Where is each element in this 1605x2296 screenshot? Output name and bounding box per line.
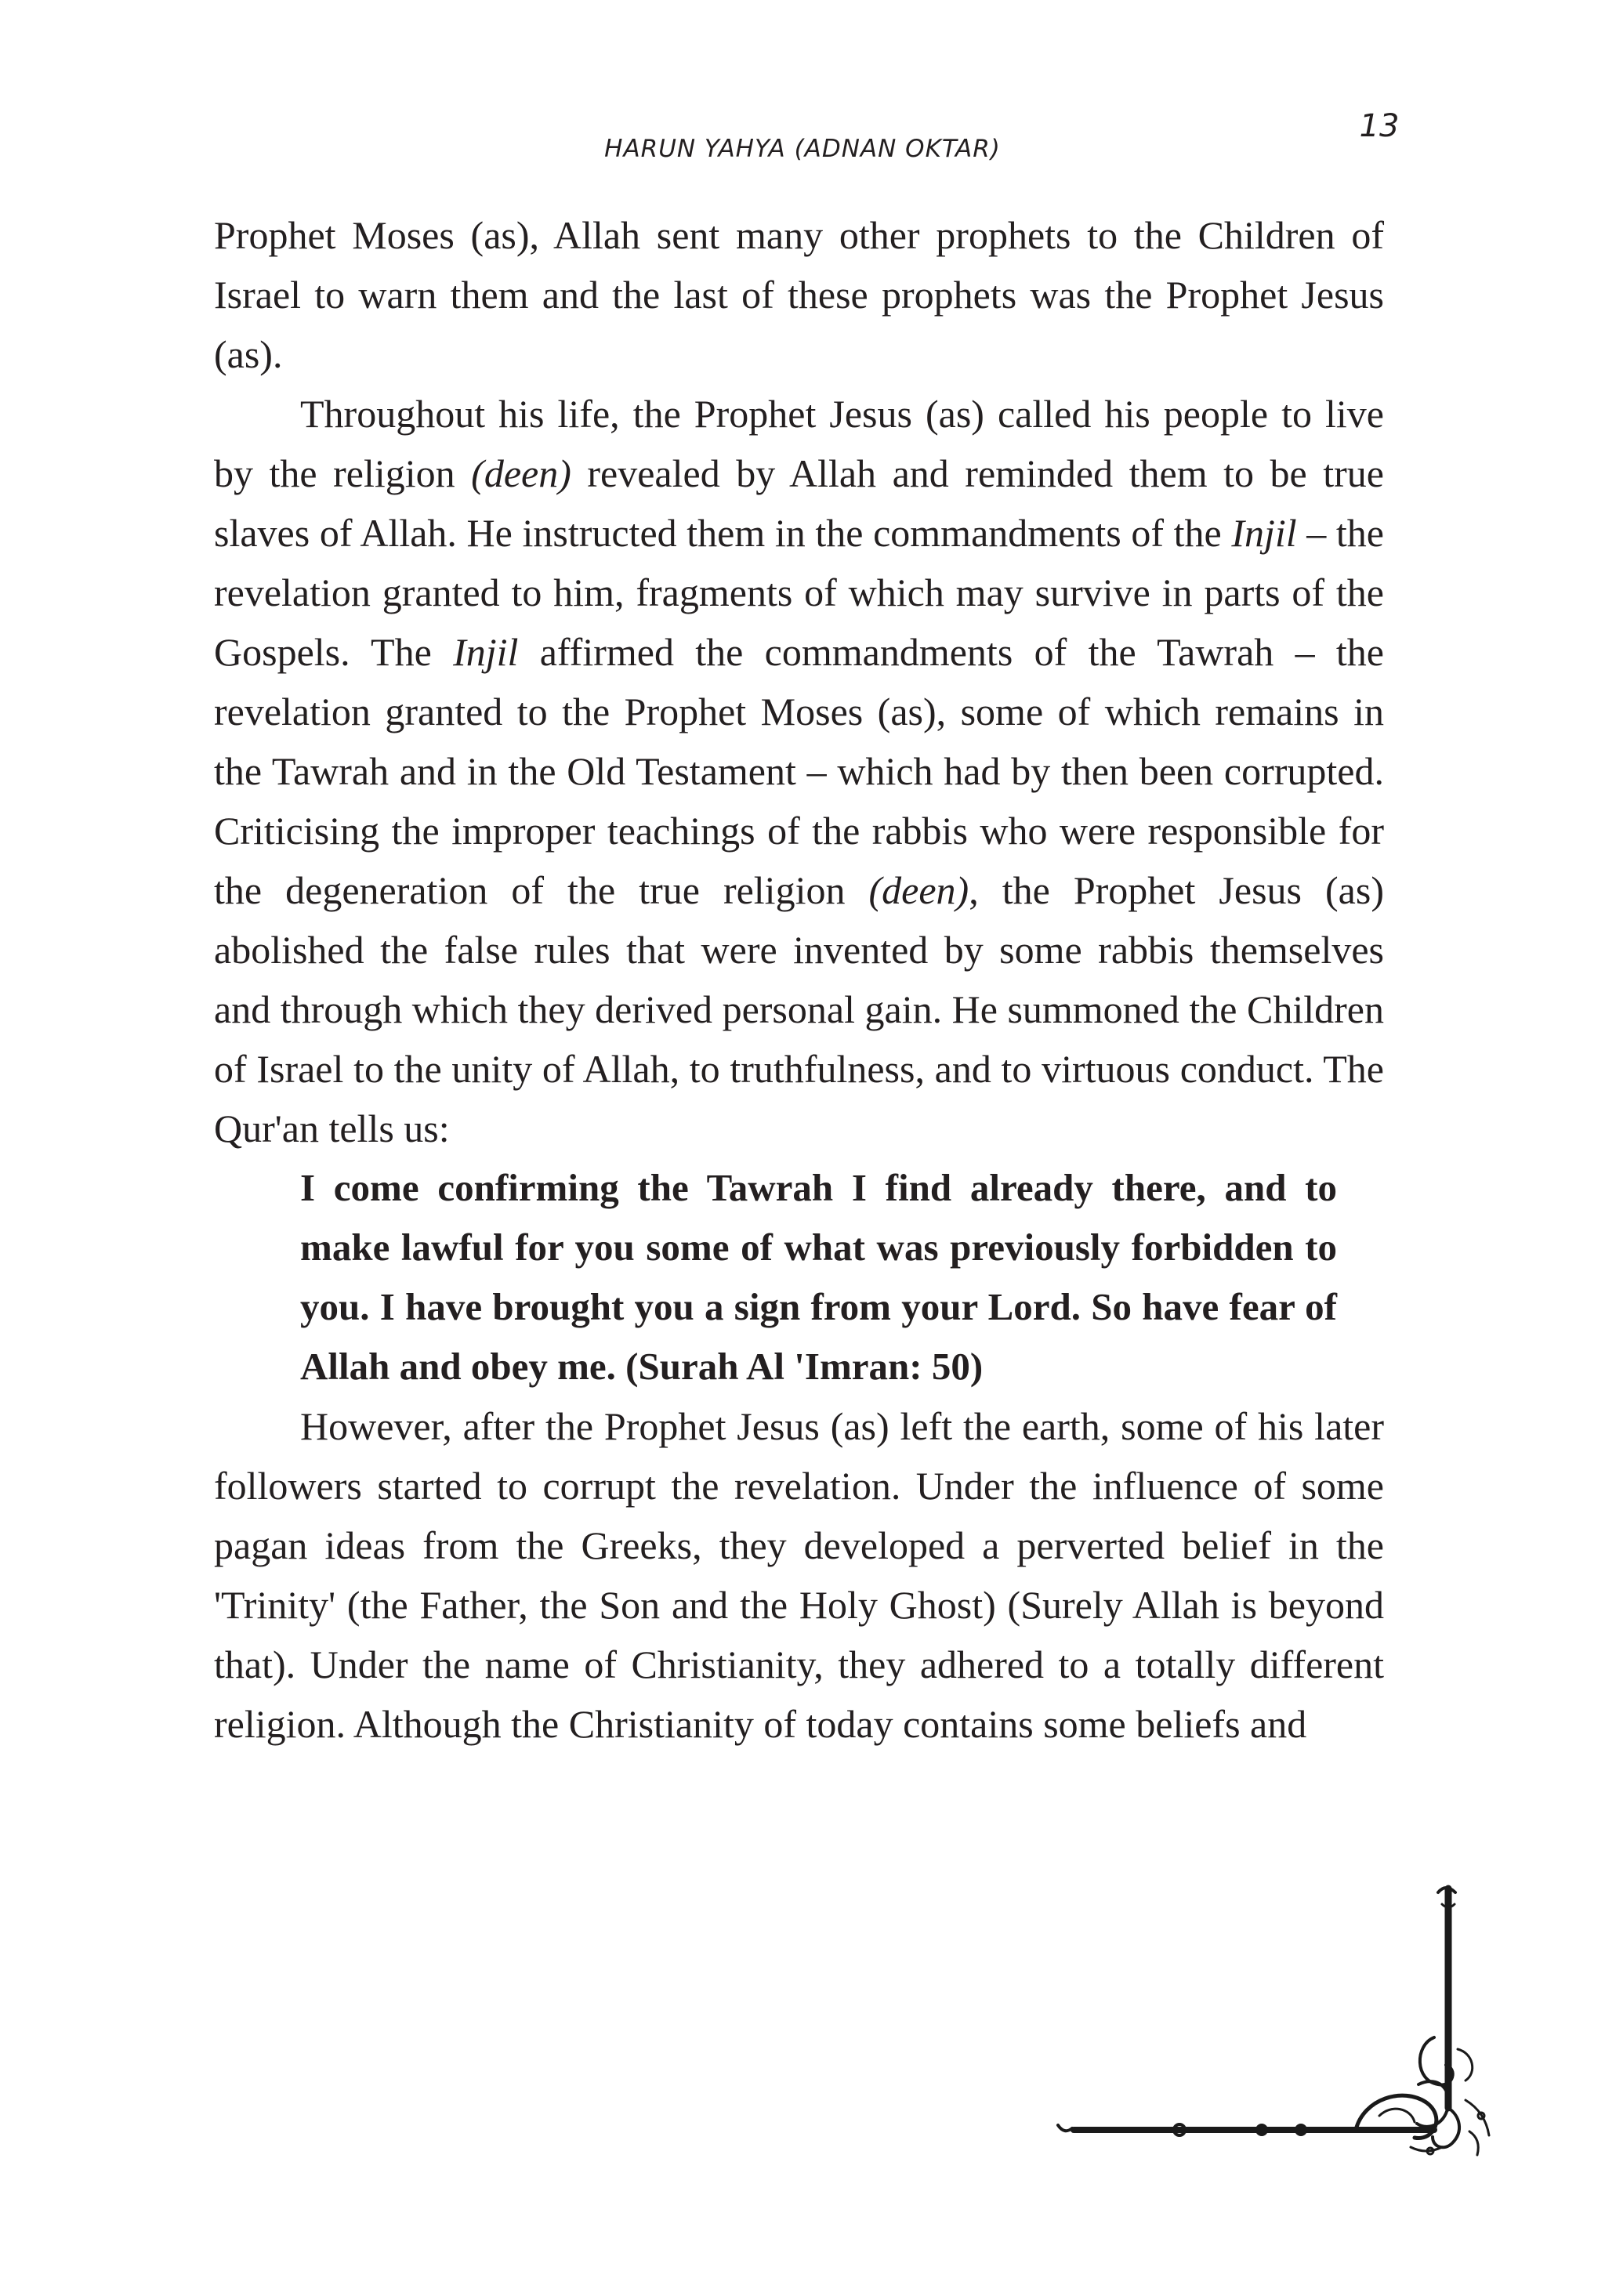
- paragraph-2-injil-term: Injil: [1231, 511, 1297, 555]
- paragraph-2-injil-term-2: Injil: [453, 630, 519, 674]
- running-head: HARUN YAHYA (ADNAN OKTAR): [604, 135, 1001, 163]
- paragraph-2-deen-term: (deen): [471, 451, 571, 495]
- body-text: [214, 205, 1384, 1754]
- paragraph-2: [214, 384, 1384, 1158]
- paragraph-3: However, after the Prophet Jesus (as) left the earth, some of his later followers started to corrupt the revelation. Under the influence of some pagan ideas from the Greeks, they developed a perverted belief in the 'Trinity' (the Father, the Son and the Holy Ghost) (Surely Allah is beyond that). Under the name of Christianity, they adhered to a totally different religion. Although the Christianity of today contains some beliefs and: [214, 1404, 1384, 1746]
- paragraph-1: Prophet Moses (as), Allah sent many other prophets to the Children of Israel to warn them and the last of these prophets was the Prophet Jesus (as).: [214, 213, 1384, 376]
- paragraph-2-text-d: affirmed the commandments of the Tawrah – the revelation granted to the Prophet Moses (as), some of which remains in the Tawrah and in the Old Testament – which had by then been corrupted. Criticising the improper teachings of the rabbis who were responsible for the degeneration of the true religion: [214, 630, 1384, 912]
- page-number: 13: [1359, 108, 1400, 144]
- paragraph-2-text-c: – the revelation granted to him, fragments of which may survive in parts of the Gospels. The: [214, 511, 1384, 674]
- paragraph-2-deen-term-2: (deen): [868, 868, 969, 912]
- paragraph-2-text-e: , the Prophet Jesus (as) abolished the false rules that were invented by some rabbis themselves and through which they derived personal gain. He summoned the Children of Israel to the unity of Allah, to truthfulness, and to virtuous conduct. The Qur'an tells us:: [214, 868, 1384, 1150]
- paragraph-2-text-b: revealed by Allah and reminded them to be true slaves of Allah. He instructed them in the commandments of the: [214, 451, 1384, 555]
- paragraph-2-text-a: Throughout his life, the Prophet Jesus (as) called his people to live by the religion: [214, 392, 1384, 495]
- corner-ornament: [1042, 1881, 1513, 2163]
- quran-quote: I come confirming the Tawrah I find already there, and to make lawful for you some of what was previously forbidden to you. I have brought you a sign from your Lord. So have fear of Allah and obey me. (Surah Al 'Imran: 50): [300, 1166, 1337, 1388]
